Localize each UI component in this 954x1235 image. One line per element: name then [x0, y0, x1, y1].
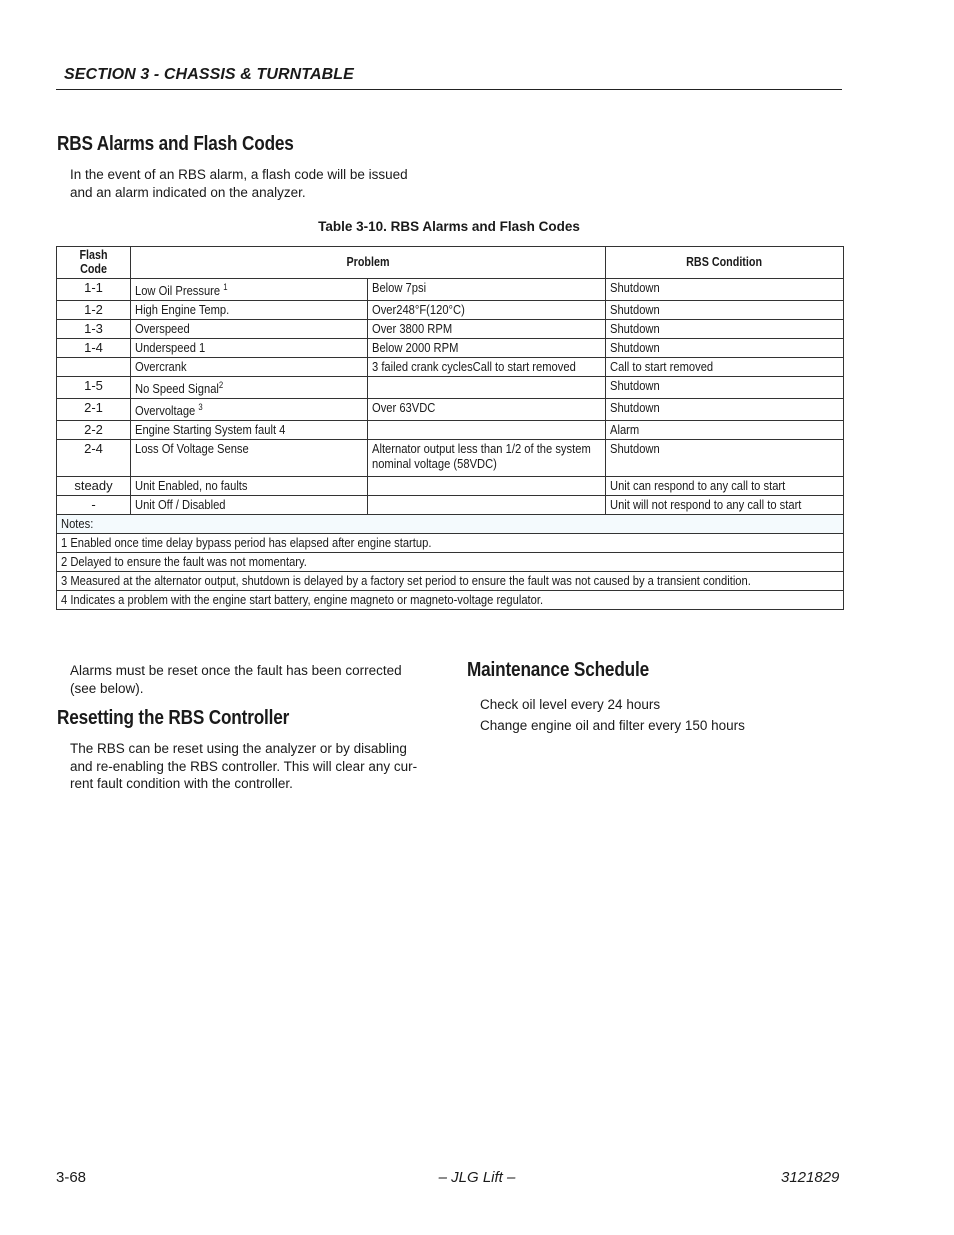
reset-body: [70, 740, 432, 793]
flash-codes-table: [56, 246, 844, 610]
problem-value: Below 7psi: [368, 279, 606, 301]
col-header-rbs-condition: RBS Condition: [606, 247, 844, 279]
table-row: [57, 440, 844, 477]
note-text: 2 Delayed to ensure the fault was not momentary.: [57, 553, 844, 572]
rbs-condition: Unit will not respond to any call to start: [606, 496, 844, 515]
problem-cell: Overvoltage $^3$: [131, 399, 368, 421]
table-row: [57, 301, 844, 320]
rbs-condition: Shutdown: [606, 399, 844, 421]
rbs-condition: Call to start removed: [606, 358, 844, 377]
table-row: [57, 358, 844, 377]
flash-code: 1-3: [57, 320, 131, 339]
problem-cell: Overcrank: [131, 358, 368, 377]
table-row: [57, 477, 844, 496]
problem-value: Below 2000 RPM: [368, 339, 606, 358]
rbs-intro-line-1: In the event of an RBS alarm, a flash code will be issued: [70, 167, 408, 182]
problem-value: [368, 377, 606, 399]
rbs-condition: Alarm: [606, 421, 844, 440]
reset-heading: Resetting the RBS Controller: [57, 707, 290, 729]
note-text: 4 Indicates a problem with the engine start battery, engine magneto or magneto-voltage regulator.: [57, 591, 844, 610]
problem-value: [368, 496, 606, 515]
maintenance-list: [480, 694, 745, 736]
problem-value: Over 3800 RPM: [368, 320, 606, 339]
col-header-problem: Problem: [131, 247, 606, 279]
flash-code: 1-1: [57, 279, 131, 301]
problem-value: 3 failed crank cyclesCall to start removed: [368, 358, 606, 377]
flash-code: 2-2: [57, 421, 131, 440]
reset-body-line-1: The RBS can be reset using the analyzer or by disabling: [70, 741, 407, 756]
table-caption: Table 3-10. RBS Alarms and Flash Codes: [318, 219, 580, 234]
problem-cell: High Engine Temp.: [131, 301, 368, 320]
note-text: 3 Measured at the alternator output, shutdown is delayed by a factory set period to ensure the fault was not caused by a transient condition.: [57, 572, 844, 591]
table-row: [57, 496, 844, 515]
notes-label: Notes:: [57, 515, 844, 534]
problem-value: [368, 477, 606, 496]
note-row: [57, 553, 844, 572]
rbs-condition: Shutdown: [606, 279, 844, 301]
table-row: [57, 377, 844, 399]
flash-code: 1-2: [57, 301, 131, 320]
note-row: [57, 591, 844, 610]
table-row: [57, 421, 844, 440]
flash-code: steady: [57, 477, 131, 496]
flash-code: -: [57, 496, 131, 515]
col-header-flash-code: Flash Code: [57, 247, 131, 279]
reset-note-line-1: Alarms must be reset once the fault has been corrected: [70, 663, 402, 678]
notes-header-row: [57, 515, 844, 534]
rbs-condition: Unit can respond to any call to start: [606, 477, 844, 496]
problem-cell: Low Oil Pressure $^1$: [131, 279, 368, 301]
table-row: [57, 339, 844, 358]
problem-cell: No Speed Signal$^2$: [131, 377, 368, 399]
rbs-intro: [70, 166, 408, 201]
rbs-condition: Shutdown: [606, 339, 844, 358]
note-row: [57, 572, 844, 591]
flash-code: 2-1: [57, 399, 131, 421]
page-number: 3-68: [56, 1169, 87, 1186]
document-number: 3121829: [781, 1169, 840, 1186]
problem-value: Over 63VDC: [368, 399, 606, 421]
rbs-condition: Shutdown: [606, 320, 844, 339]
problem-cell: Underspeed 1: [131, 339, 368, 358]
problem-cell: Unit Enabled, no faults: [131, 477, 368, 496]
problem-value: Over248°F(120°C): [368, 301, 606, 320]
rbs-heading: RBS Alarms and Flash Codes: [57, 133, 294, 155]
section-header: SECTION 3 - CHASSIS & TURNTABLE: [64, 66, 354, 83]
note-text: 1 Enabled once time delay bypass period has elapsed after engine startup.: [57, 534, 844, 553]
rbs-intro-line-2: and an alarm indicated on the analyzer.: [70, 184, 306, 200]
problem-value: Alternator output less than 1/2 of the system nominal voltage (58VDC): [368, 440, 606, 477]
footer-publisher: – JLG Lift –: [438, 1169, 516, 1186]
reset-note: [70, 662, 432, 697]
table-row: [57, 399, 844, 421]
flash-code: 1-5: [57, 377, 131, 399]
problem-cell: Unit Off / Disabled: [131, 496, 368, 515]
problem-value: [368, 421, 606, 440]
reset-body-line-3: rent fault condition with the controller.: [70, 776, 293, 791]
problem-cell: Loss Of Voltage Sense: [131, 440, 368, 477]
maintenance-item: Check oil level every 24 hours: [480, 697, 661, 712]
maintenance-heading: Maintenance Schedule: [467, 659, 649, 681]
footnote-ref: 1: [223, 282, 228, 292]
reset-body-line-2: and re-enabling the RBS controller. This will clear any cur-: [70, 758, 418, 774]
maintenance-item: Change engine oil and filter every 150 hours: [480, 718, 745, 733]
problem-cell: Overspeed: [131, 320, 368, 339]
footnote-ref: 2: [218, 380, 224, 390]
table-row: [57, 320, 844, 339]
flash-code: 1-4: [57, 339, 131, 358]
table-row: [57, 279, 844, 301]
header-rule: [56, 89, 842, 90]
problem-cell: Engine Starting System fault 4: [131, 421, 368, 440]
footnote-ref: 3: [198, 402, 203, 412]
rbs-condition: Shutdown: [606, 301, 844, 320]
note-row: [57, 534, 844, 553]
rbs-condition: Shutdown: [606, 377, 844, 399]
reset-note-line-2: (see below).: [70, 680, 144, 696]
rbs-condition: Shutdown: [606, 440, 844, 477]
flash-code: [57, 358, 131, 377]
flash-code: 2-4: [57, 440, 131, 477]
table-header-row: [57, 247, 844, 279]
